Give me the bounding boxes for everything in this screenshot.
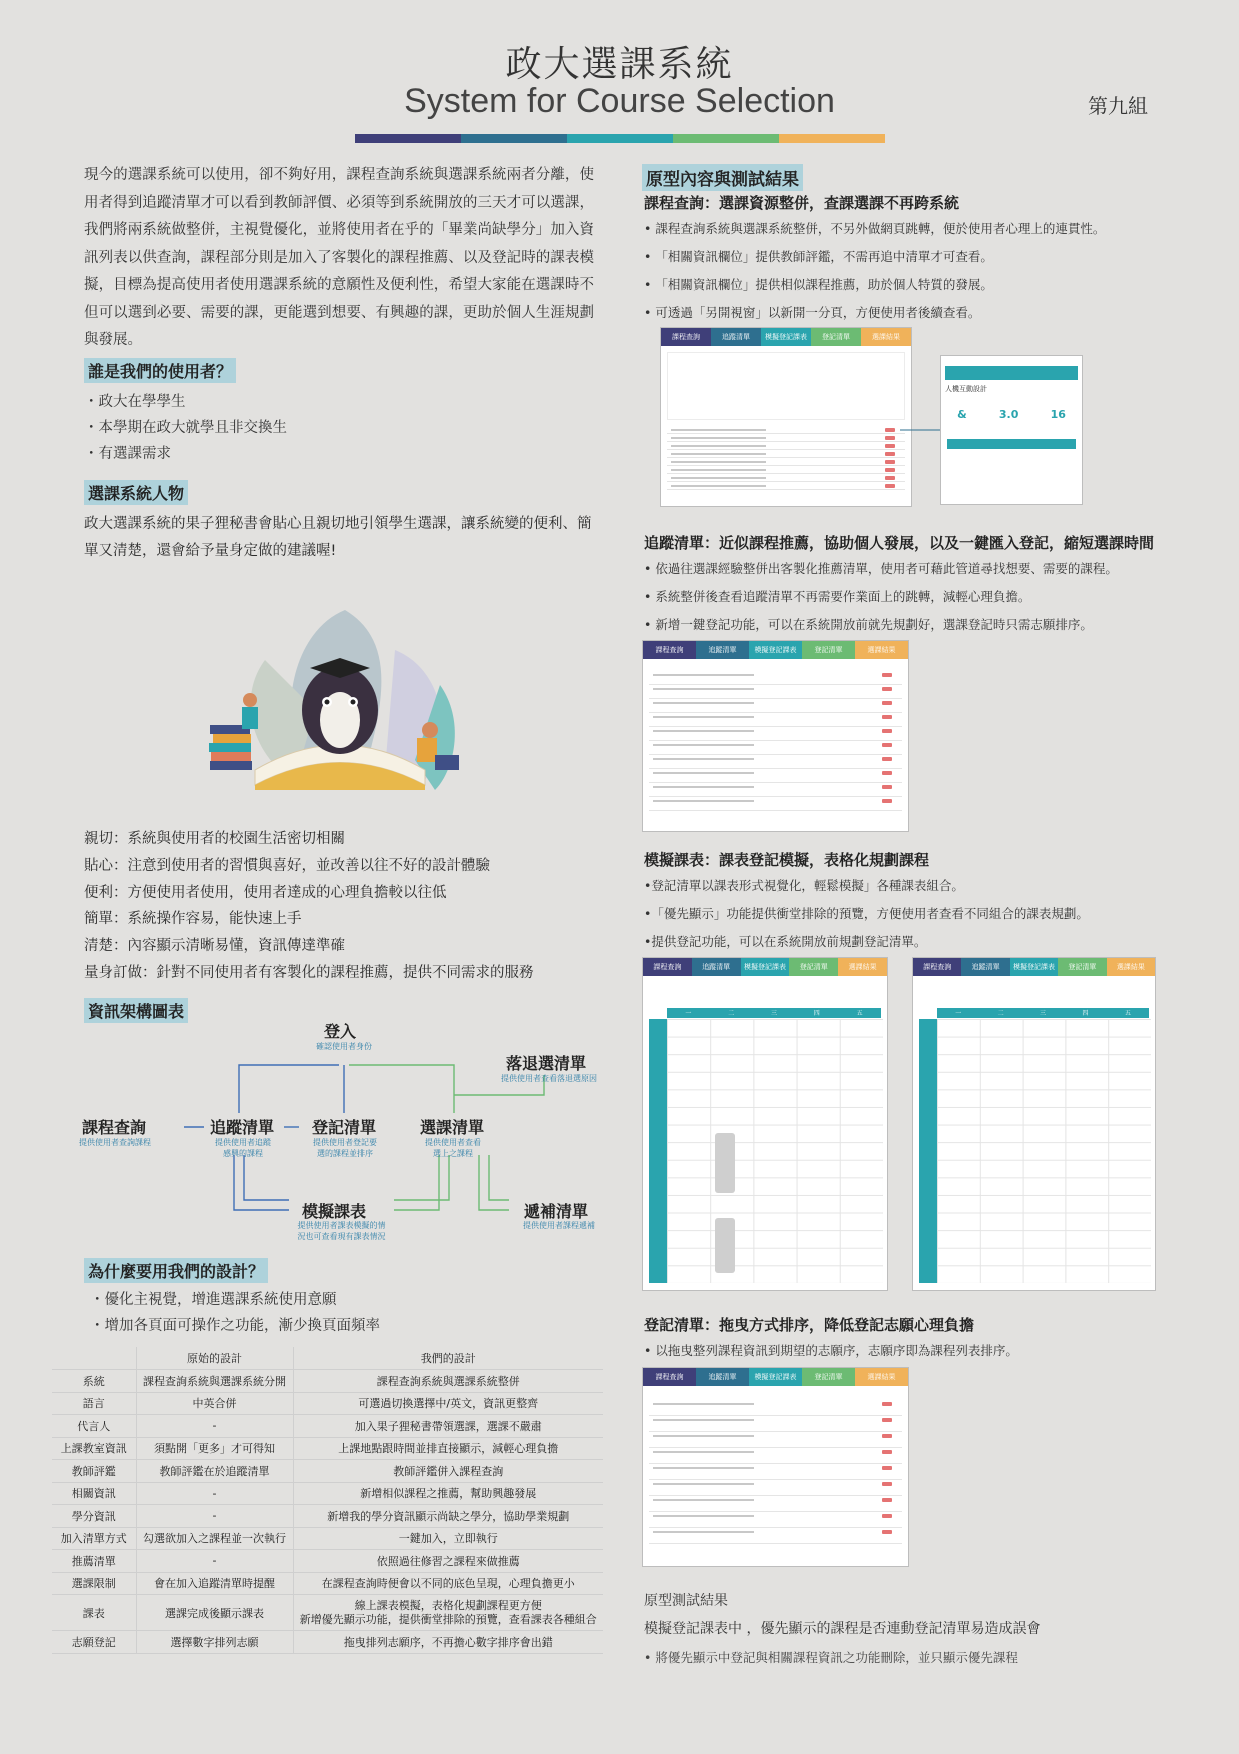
tab: 模擬登記課表 <box>1010 958 1058 976</box>
table-row[interactable] <box>649 1480 902 1496</box>
table-cell: 代言人 <box>52 1415 136 1438</box>
list-item: 量身訂做：針對不同使用者有客製化的課程推薦，提供不同需求的服務 <box>84 964 534 981</box>
node-mock: 模擬課表 <box>302 1202 367 1221</box>
table-cell: 中英合併 <box>136 1392 293 1415</box>
color-bar-segment <box>673 134 779 143</box>
results-heading: 原型內容與測試結果 <box>642 164 803 191</box>
list-item: ・增加各頁面可操作之功能，漸少換頁面頻率 <box>90 1318 380 1334</box>
table-row <box>52 1370 603 1393</box>
screenshot-tabs <box>643 1368 908 1386</box>
popup-banner <box>945 366 1078 380</box>
timetable-screenshot <box>642 957 888 1291</box>
track-screenshot <box>642 640 909 832</box>
mock-title: 模擬課表：課表登記模擬，表格化規劃課程 <box>644 851 930 869</box>
tab: 追蹤清單 <box>692 958 741 976</box>
tab: 登記清單 <box>802 1368 855 1386</box>
table-row <box>52 1482 603 1505</box>
table-cell: 選課完成後顯示課表 <box>136 1595 293 1631</box>
table-cell: 志願登記 <box>52 1631 136 1654</box>
screenshot-tabs <box>643 641 908 659</box>
table-row <box>52 1595 603 1631</box>
timetable-grid <box>937 1019 1151 1283</box>
table-cell: - <box>136 1505 293 1528</box>
period-column <box>649 1019 667 1283</box>
table-cell: 教師評鑑併入課程查詢 <box>293 1460 603 1483</box>
timetable-screenshot-priority <box>912 957 1156 1291</box>
tab: 模擬登記課表 <box>749 641 802 659</box>
color-bar <box>355 134 885 143</box>
table-header: 我們的設計 <box>293 1347 603 1370</box>
table-cell: 依照過往修習之課程來做推薦 <box>293 1550 603 1573</box>
mascot-illustration <box>195 590 485 810</box>
list-item: 便利：方便使用者使用，使用者達成的心理負擔較以往低 <box>84 884 447 901</box>
tab: 登記清單 <box>1058 958 1106 976</box>
mock-section <box>644 849 1224 956</box>
node-login: 登入 <box>324 1022 357 1041</box>
table-cell: - <box>136 1482 293 1505</box>
screenshot-tabs <box>913 958 1155 976</box>
popup-button[interactable] <box>947 439 1076 449</box>
course-block[interactable] <box>715 1133 735 1193</box>
intro-paragraph: 現今的選課系統可以使用，卻不夠好用，課程查詢系統與選課系統兩者分離，使用者得到追蹤清單才可以看到教師評價、必須等到系統開放的三天才可以選課，我們將兩系統做整併，主視覺優化，並將使用者在乎的「畢業尚缺學分」加入資訊列表以供查詢，課程部分則是加入了客製化的課程推薦、以及登記時的課表模擬，目標為提高使用者使用選課系統的意願性及便利性，希望大家能在選課時不但可以選到必要、需要的課，更能選到想要、有興趣的課，更助於個人生涯規劃與發展。 <box>84 167 594 348</box>
comparison-table <box>52 1347 603 1654</box>
tab: 模擬登記課表 <box>741 958 790 976</box>
track-section <box>644 532 1224 639</box>
architecture-heading: 資訊架構圖表 <box>84 998 188 1023</box>
node-login-desc: 確認使用者身份 <box>316 1042 372 1051</box>
table-row <box>649 671 902 685</box>
table-cell: 課表 <box>52 1595 136 1631</box>
tab: 登記清單 <box>789 958 838 976</box>
table-row <box>649 685 902 699</box>
related-info-popup <box>940 355 1083 505</box>
list-item: • 依過往選課經驗整併出客製化推薦清單，使用者可藉此管道尋找想要、需要的課程。 <box>644 561 1118 576</box>
tab: 登記清單 <box>811 328 861 346</box>
list-item: 貼心：注意到使用者的習慣與喜好，並改善以往不好的設計體驗 <box>84 857 490 874</box>
table-row[interactable] <box>649 1432 902 1448</box>
list-item: •提供登記功能，可以在系統開放前規劃登記清單。 <box>644 934 927 949</box>
table-cell: 線上課表模擬，表格化規劃課程更方便 新增優先顯示功能，提供衝堂排除的預覽，查看課表各種組合 <box>293 1595 603 1631</box>
day-header: 三 <box>1022 1008 1064 1018</box>
list-item: • 新增一鍵登記功能，可以在系統開放前就先規劃好，選課登記時只需志願排序。 <box>644 617 1093 632</box>
query-section <box>644 192 1204 327</box>
table-row <box>667 426 905 434</box>
table-row <box>52 1505 603 1528</box>
table-cell: 學分資訊 <box>52 1505 136 1528</box>
list-item: ・優化主視覺，增進選課系統使用意願 <box>90 1292 337 1308</box>
color-bar-segment <box>355 134 461 143</box>
day-header: 三 <box>753 1008 796 1018</box>
why-section <box>84 1258 380 1339</box>
table-cell: 推薦清單 <box>52 1550 136 1573</box>
table-row <box>52 1415 603 1438</box>
table-cell: 可選過切換選擇中/英文，資訊更整齊 <box>293 1392 603 1415</box>
tab: 課程查詢 <box>661 328 711 346</box>
day-header: 四 <box>795 1008 838 1018</box>
timetable-header <box>919 1008 1149 1018</box>
day-header: 一 <box>937 1008 979 1018</box>
table-row <box>667 474 905 482</box>
table-cell: 上課教室資訊 <box>52 1437 136 1460</box>
tab: 選課結果 <box>855 641 908 659</box>
table-row[interactable] <box>649 1496 902 1512</box>
table-header-row <box>52 1347 603 1370</box>
list-item: ・政大在學學生 <box>84 394 186 410</box>
character-text: 政大選課系統的果子狸秘書會貼心且親切地引領學生選課，讓系統變的便利、簡單又清楚，還會給予量身定做的建議喔! <box>84 516 592 559</box>
list-item: • 「相關資訊欄位」提供相似課程推薦，助於個人特質的發展。 <box>644 277 993 292</box>
users-heading: 誰是我們的使用者？ <box>84 358 236 383</box>
popup-stat: & <box>957 408 967 421</box>
table-row <box>649 755 902 769</box>
tab: 課程查詢 <box>913 958 961 976</box>
page-title: 政大選課系統 <box>505 44 734 85</box>
table-cell: 會在加入追蹤清單時提醒 <box>136 1572 293 1595</box>
tab: 模擬登記課表 <box>761 328 811 346</box>
table-cell: 須點開「更多」才可得知 <box>136 1437 293 1460</box>
traits-list <box>84 826 534 987</box>
node-supp: 遞補清單 <box>524 1202 589 1221</box>
table-row[interactable] <box>649 1512 902 1528</box>
register-title: 登記清單：拖曳方式排序，降低登記志願心理負擔 <box>644 1316 975 1334</box>
list-item: •登記清單以課表形式視覺化，輕鬆模擬」各種課表組合。 <box>644 878 964 893</box>
table-row <box>52 1437 603 1460</box>
list-item: ・有選課需求 <box>84 446 171 462</box>
table-cell: - <box>136 1550 293 1573</box>
architecture-diagram <box>74 1015 614 1245</box>
table-row <box>667 450 905 458</box>
course-block[interactable] <box>715 1218 735 1273</box>
table-row[interactable] <box>649 1464 902 1480</box>
list-item: • 以拖曳整列課程資訊到期望的志願序，志願序即為課程列表排序。 <box>644 1343 1018 1358</box>
table-cell: 選擇數字排列志願 <box>136 1631 293 1654</box>
day-header: 四 <box>1064 1008 1106 1018</box>
table-cell: 新增相似課程之推薦，幫助興趣發展 <box>293 1482 603 1505</box>
test-title: 原型測試結果 <box>644 1593 728 1609</box>
table-cell: 教師評鑑 <box>52 1460 136 1483</box>
tab: 課程查詢 <box>643 641 696 659</box>
node-track-desc: 提供使用者追蹤 感興的課程 <box>215 1138 271 1158</box>
table-cell: 上課地點跟時間並排直接顯示，減輕心理負擔 <box>293 1437 603 1460</box>
tab: 選課結果 <box>861 328 911 346</box>
character-heading: 選課系統人物 <box>84 480 188 505</box>
table-row <box>667 458 905 466</box>
table-row[interactable] <box>649 1448 902 1464</box>
list-item: 親切：系統與使用者的校園生活密切相關 <box>84 831 345 847</box>
node-select-desc: 提供使用者查看 選上之課程 <box>425 1138 481 1158</box>
table-cell: 一鍵加入，立即執行 <box>293 1527 603 1550</box>
tab: 追蹤清單 <box>696 1368 749 1386</box>
table-row[interactable] <box>649 1528 902 1544</box>
register-section <box>644 1314 1224 1365</box>
table-cell: 新增我的學分資訊顯示尚缺之學分，協助學業規劃 <box>293 1505 603 1528</box>
tab: 課程查詢 <box>643 1368 696 1386</box>
table-cell: 系統 <box>52 1370 136 1393</box>
table-row[interactable] <box>649 1416 902 1432</box>
list-item: •「優先顯示」功能提供衝堂排除的預覽，方便使用者查看不同組合的課表規劃。 <box>644 906 1089 921</box>
table-row <box>649 783 902 797</box>
table-cell: 加入清單方式 <box>52 1527 136 1550</box>
list-item: 清楚：內容顯示清晰易懂，資訊傳達準確 <box>84 938 345 955</box>
tab: 登記清單 <box>802 641 855 659</box>
table-row[interactable] <box>649 1400 902 1416</box>
popup-stat: 16 <box>1050 408 1066 421</box>
list-item: ・本學期在政大就學且非交換生 <box>84 420 287 436</box>
day-header: 五 <box>1107 1008 1149 1018</box>
color-bar-segment <box>567 134 673 143</box>
query-screenshot <box>660 327 912 507</box>
tab: 課程查詢 <box>643 958 692 976</box>
screenshot-tabs <box>643 958 887 976</box>
table-row <box>667 466 905 474</box>
tab: 追蹤清單 <box>696 641 749 659</box>
node-drop: 落退選清單 <box>506 1054 587 1073</box>
popup-stats <box>941 408 1082 421</box>
table-row <box>52 1460 603 1483</box>
node-register-desc: 提供使用者登記要 選的課程並排序 <box>313 1138 377 1158</box>
popup-stat: 3.0 <box>998 408 1019 421</box>
table-row <box>52 1572 603 1595</box>
table-cell: 勾選欲加入之課程並一次執行 <box>136 1527 293 1550</box>
node-query-desc: 提供使用者查詢課程 <box>79 1138 151 1147</box>
screenshot-tabs <box>661 328 911 346</box>
table-row <box>649 713 902 727</box>
users-section <box>84 358 287 467</box>
table-cell: 課程查詢系統與選課系統整併 <box>293 1370 603 1393</box>
table-row <box>649 727 902 741</box>
color-bar-segment <box>779 134 885 143</box>
day-header: 二 <box>710 1008 753 1018</box>
list-item: • 系統整併後查看追蹤清單不再需要作業面上的跳轉，減輕心理負擔。 <box>644 589 1031 604</box>
node-drop-desc: 提供使用者查看落退選原因 <box>501 1074 597 1083</box>
table-cell: 教師評鑑在於追蹤清單 <box>136 1460 293 1483</box>
register-screenshot <box>642 1367 909 1567</box>
table-row <box>649 741 902 755</box>
node-track: 追蹤清單 <box>210 1118 275 1137</box>
table-header: 原始的設計 <box>136 1347 293 1370</box>
tab: 模擬登記課表 <box>749 1368 802 1386</box>
table-cell: 拖曳排列志願序，不再擔心數字排序會出錯 <box>293 1631 603 1654</box>
period-column <box>919 1019 937 1283</box>
list-item: • 課程查詢系統與選課系統整併，不另外做網頁跳轉，便於使用者心理上的連貫性。 <box>644 221 1106 236</box>
table-row <box>667 434 905 442</box>
table-row <box>667 442 905 450</box>
color-bar-segment <box>461 134 567 143</box>
table-row <box>52 1392 603 1415</box>
table-row <box>649 769 902 783</box>
tab: 選課結果 <box>1107 958 1155 976</box>
table-cell: 加入果子狸秘書帶領選課，選課不嚴肅 <box>293 1415 603 1438</box>
list-item: • 「相關資訊欄位」提供教師評鑑，不需再追中清單才可查看。 <box>644 249 993 264</box>
node-query: 課程查詢 <box>82 1118 147 1137</box>
day-header: 一 <box>667 1008 710 1018</box>
character-section <box>84 480 594 565</box>
table-cell: 在課程查詢時便會以不同的底色呈現，心理負擔更小 <box>293 1572 603 1595</box>
popup-title: 人機互動設計 <box>945 385 987 393</box>
why-heading: 為什麼要用我們的設計？ <box>84 1258 268 1283</box>
tab: 選課結果 <box>855 1368 908 1386</box>
tab: 選課結果 <box>838 958 887 976</box>
table-row <box>52 1550 603 1573</box>
tab: 追蹤清單 <box>711 328 761 346</box>
table-cell: 課程查詢系統與選課系統分開 <box>136 1370 293 1393</box>
list-item: • 可透過「另開視窗」以新開一分頁，方便使用者後續查看。 <box>644 305 981 320</box>
timetable-header <box>649 1008 881 1018</box>
table-row <box>667 482 905 490</box>
query-title: 課程查詢：選課資源整併，查課選課不再跨系統 <box>644 194 960 212</box>
list-item: 簡單：系統操作容易，能快速上手 <box>84 911 302 928</box>
day-header: 二 <box>979 1008 1021 1018</box>
table-cell: 語言 <box>52 1392 136 1415</box>
node-mock-desc: 提供使用者課表模擬的情 況也可查看現有課表情況 <box>297 1221 386 1241</box>
table-row <box>52 1631 603 1654</box>
node-supp-desc: 提供使用者課程遞補 <box>523 1221 595 1230</box>
page-subtitle: System for Course Selection <box>404 82 835 120</box>
filter-panel <box>667 352 905 420</box>
group-label: 第九組 <box>1088 94 1148 118</box>
test-item: • 將優先顯示中登記與相關課程資訊之功能刪除，並只顯示優先課程 <box>644 1650 1018 1665</box>
table-header <box>52 1347 136 1370</box>
table-row <box>649 797 902 811</box>
table-row <box>52 1527 603 1550</box>
table-cell: - <box>136 1415 293 1438</box>
timetable-grid <box>667 1019 883 1283</box>
day-header: 五 <box>838 1008 881 1018</box>
track-title: 追蹤清單：近似課程推薦，協助個人發展，以及一鍵匯入登記，縮短選課時間 <box>644 534 1155 552</box>
test-line: 模擬登記課表中 ，優先顯示的課程是否連動登記清單易造成誤會 <box>644 1621 1041 1637</box>
tab: 追蹤清單 <box>961 958 1009 976</box>
table-cell: 相關資訊 <box>52 1482 136 1505</box>
table-row <box>649 699 902 713</box>
table-cell: 選課限制 <box>52 1572 136 1595</box>
test-section <box>644 1590 1224 1666</box>
node-select: 選課清單 <box>420 1118 485 1137</box>
node-register: 登記清單 <box>312 1118 377 1137</box>
